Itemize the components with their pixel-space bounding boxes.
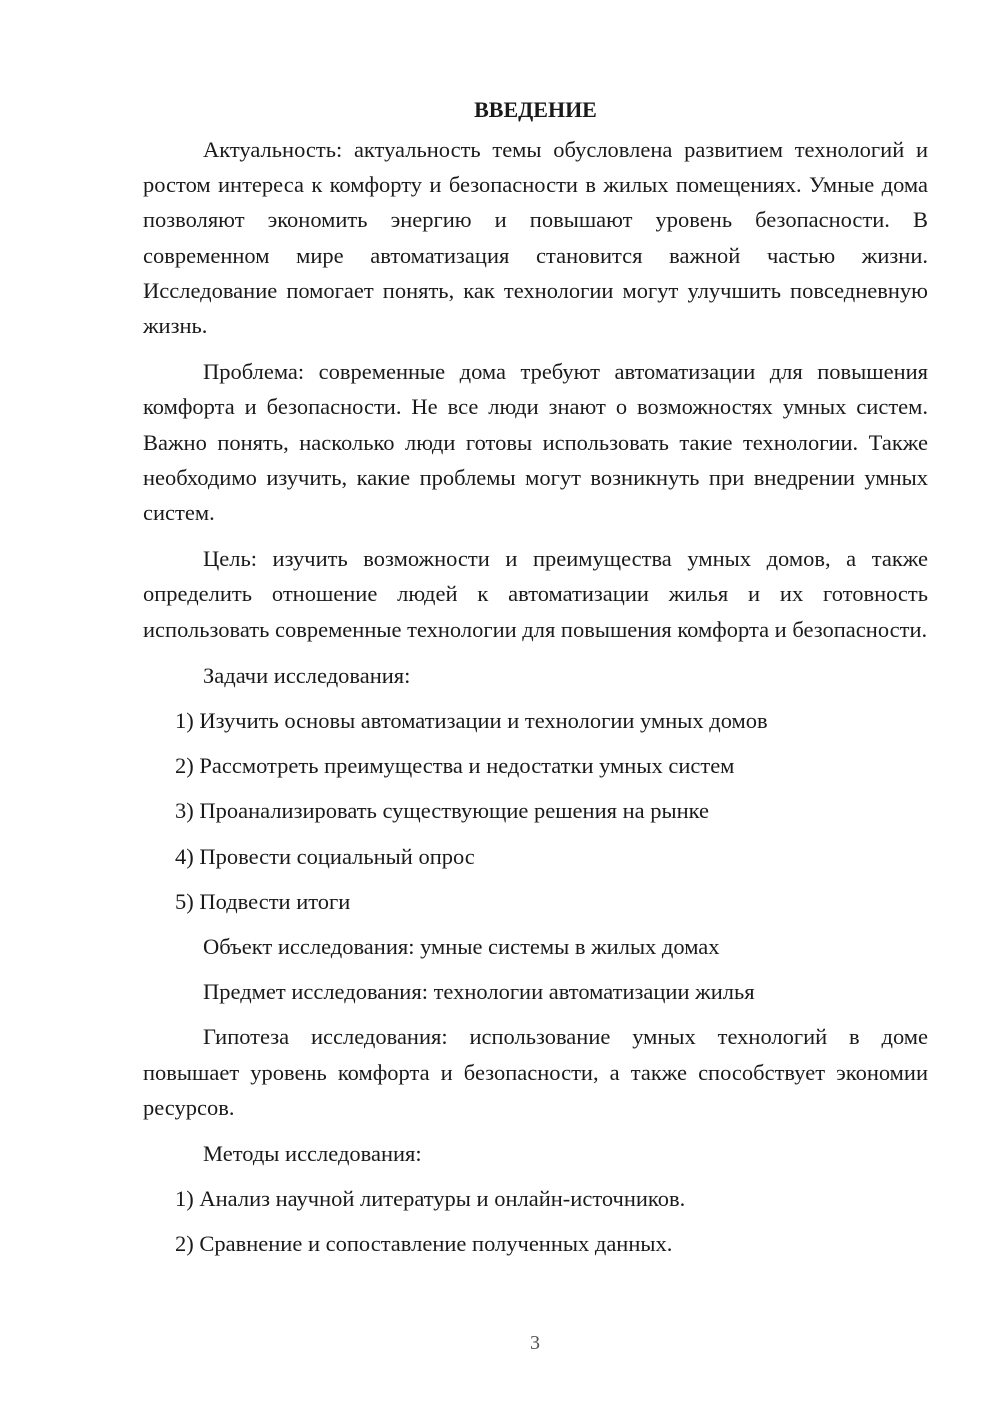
- tasks-list: [143, 703, 928, 919]
- list-item: 2) Рассмотреть преимущества и недостатки умных систем: [175, 753, 735, 779]
- relevance-paragraph: Актуальность: актуальность темы обусловлена развитием технологий и ростом интереса к комфорту и безопасности в жилых помещениях. Умные дома позволяют экономить энергию и повышают уровень безопасности. В современном мире автоматизация становится важной частью жизни. Исследование помогает понять, как технологии могут улучшить повседневную жизнь.: [143, 137, 928, 339]
- list-item: 3) Проанализировать существующие решения на рынке: [175, 798, 710, 824]
- goal-paragraph: Цель: изучить возможности и преимущества умных домов, а также определить отношение людей к автоматизации жилья и их готовность использовать современные технологии для повышения комфорта и безопасности.: [143, 546, 928, 642]
- list-item: 2) Сравнение и сопоставление полученных данных.: [175, 1231, 673, 1257]
- list-item: 4) Провести социальный опрос: [175, 843, 475, 869]
- hypothesis-paragraph: Гипотеза исследования: использование умных технологий в доме повышает уровень комфорта и безопасности, а также способствует экономии ресурсов.: [143, 1024, 928, 1120]
- list-item: 5) Подвести итоги: [175, 888, 351, 914]
- methods-heading: Методы исследования:: [203, 1141, 422, 1167]
- subject-line: Предмет исследования: технологии автоматизации жилья: [203, 979, 755, 1005]
- page-number: 3: [530, 1332, 540, 1354]
- page-title: ВВЕДЕНИЕ: [474, 97, 597, 122]
- list-item: 1) Изучить основы автоматизации и технологии умных домов: [175, 708, 768, 734]
- document-page: [143, 92, 928, 1272]
- object-line: Объект исследования: умные системы в жилых домах: [203, 934, 720, 960]
- problem-paragraph: Проблема: современные дома требуют автоматизации для повышения комфорта и безопасности. Не все люди знают о возможностях умных систем. Важно понять, насколько люди готовы использовать такие технологии. Также необходимо изучить, какие проблемы могут возникнуть при внедрении умных систем.: [143, 359, 928, 526]
- methods-list: [143, 1181, 928, 1261]
- tasks-heading: Задачи исследования:: [203, 662, 411, 688]
- list-item: 1) Анализ научной литературы и онлайн-источников.: [175, 1186, 686, 1212]
